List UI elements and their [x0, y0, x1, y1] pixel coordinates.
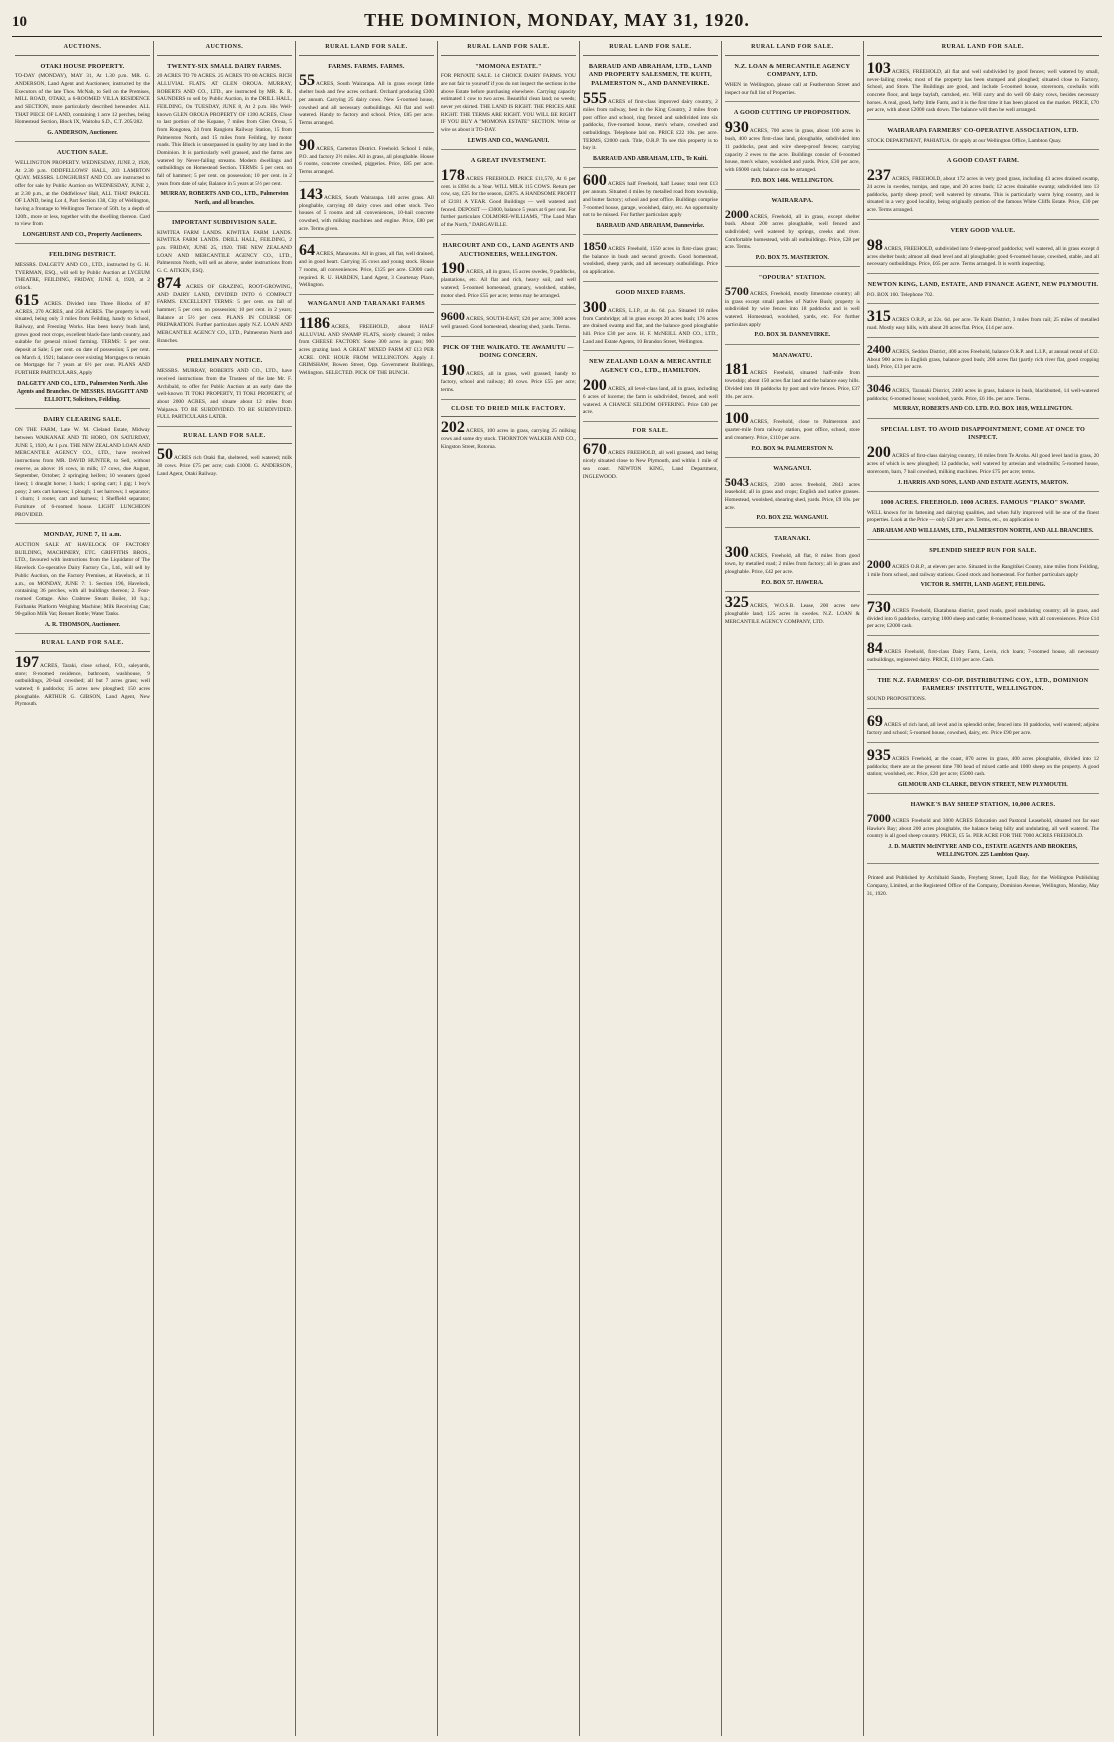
ad-body: ACRES, SOUTH-EAST, £20 per acre; 3000 acres well grassed. Good homestead, shearing shed, yards. Terms. — [440, 316, 576, 331]
ad-title: A GOOD CUTTING UP PROPOSITION. — [733, 109, 851, 117]
ad-body: ACRES, Freehold, all flat, 8 miles from good town, by metalled road; 2 miles from factory; all in grass and ploughable. Price, £42 per acre. — [724, 553, 860, 576]
advertisement — [583, 59, 718, 169]
advertisement — [15, 527, 150, 634]
ad-signature: VICTOR R. SMITH, LAND AGENT, FEILDING. — [920, 582, 1046, 589]
advertisement — [867, 153, 1099, 219]
ad-signature: LEWIS AND CO., WANGANUI. — [467, 137, 550, 144]
acreage-figure: 325 — [724, 594, 749, 612]
footer-ad-body: ACRES, Taraki, close school, F.O., saleyards, store; 8-roomed residence, bathroom, washhouse, 9 outbuildings, 20-bail cowshed; all but 7 acres grass; well watered; 6 paddocks; 15 acres new ploughed; 150 acres ploughable. ARTHUR G. GIBSON, Land Agent, New Plymouth. — [15, 662, 150, 708]
ad-title: MANAWATU. — [772, 351, 813, 359]
ad-signature: MURRAY, ROBERTS AND CO. LTD. P.O. BOX 1819, WELLINGTON. — [893, 406, 1073, 413]
ad-title: MONDAY, JUNE 7, 11 a.m. — [43, 531, 122, 539]
advertisement — [867, 380, 1099, 419]
advertisement — [15, 59, 150, 143]
columns-container — [12, 41, 1102, 1736]
ad-title: SPECIAL LIST. TO AVOID DISAPPOINTMENT, COME AT ONCE TO INSPECT. — [880, 425, 1086, 442]
acreage-figure: 98 — [866, 236, 883, 254]
acreage-figure: 103 — [866, 59, 891, 77]
ad-body: TO-DAY (MONDAY), MAY 31, At 1.30 p.m. MR. G. ANDERSON, Land Agent and Auctioneer, instructed by the Executors of the late Thos. McNab, to Sell on the Premises, MILL ROAD, OTAKI, a 6-ROOMED VILLA RESIDENCE and SECTION, more particularly described hereunder. ALL THAT PIECE OF LAND, containing 1 acre 12 perches, being Homestead Section, Block IX, Waitohu S.D., C.T. 205/282. — [15, 73, 150, 126]
column-heading: RURAL LAND FOR SALE. — [583, 41, 718, 56]
ad-title: NEWTON KING, LAND, ESTATE, AND FINANCE AGENT, NEW PLYMOUTH. — [867, 280, 1099, 288]
ad-body: ACRES, all level-class land, all in grass, including 6 acres of lucerne; the farm is subdivided, fenced, and well watered. A CHANCE SELDOM OFFERING. Price £40 per acre. — [582, 385, 718, 416]
ad-signature: P.O. BOX 1466. WELLINGTON. — [751, 177, 834, 184]
footer-ad-text — [157, 447, 292, 478]
ad-text — [867, 382, 1099, 403]
page-number: 10 — [12, 14, 27, 30]
ad-body: 20 ACRES TO 70 ACRES. 25 ACRES TO 80 ACRES. RICH ALLUVIAL FLATS. AT GLEN OROUA. MURRAY, ROBERTS AND CO., LTD., are instructed by MR. R. R. SAUNDERS to sell by Public Auction, in the DRILL HALL, FEILDING, On TUESDAY, JUNE 8, At 2 p.m. His Well-known GLEN OROUA PROPERTY OF 1390 ACRES, Close to last portion of the Kopane, 7 miles from Glen Oroua, 5 from Rongotea, 24 from Rangiotu Railway Station, 15 from Palmerston North, and 15 miles from Feilding, by motor roads. This Block is unsurpassed in quality by any land in the Dominion. It is particularly well grassed, and the farms are watered by Never-failing streams. Modern dwellings and outbuildings on Homestead Section. TERMS: 5 per cent. on fall of hammer; 5 per cent. on possession; 10 per cent. in 2 years from date of sale; Balance in 5 years at 5½ per cent. — [156, 73, 292, 187]
footer-ad-body: ACRES FREEHOLD, all well grassed, and being nicely situated close to New Plymouth, and within 1 mile of sea coast. NEWTON KING, Land Department, INGLEWOOD. — [582, 450, 718, 480]
advertisement — [867, 277, 1099, 304]
ad-body: WELLINGTON PROPERTY. WEDNESDAY, JUNE 2, 1920, At 2.30 p.m. ODDFELLOWS' HALL, 203 LAMBTON QUAY. MESSRS. LONGHURST AND CO. are instructed to offer for sale by Public Auction on WEDNESDAY, JUNE 2, at 2.30 p.m., at the Oddfellows' Hall, ALL THAT PARCEL OF LAND, being Lot 4, Part Section 138, City of Wellington, having a frontage to Wellington Terrace of 56ft. by a depth of 120ft., more or less, together with the dwelling thereon. Card to view from — [15, 160, 150, 228]
ad-text — [157, 73, 292, 188]
column-heading: RURAL LAND FOR SALE. — [299, 41, 434, 56]
acreage-figure: 84 — [866, 639, 883, 657]
advertisement — [583, 171, 718, 235]
ad-text — [867, 748, 1099, 779]
ad-text — [299, 73, 434, 127]
ad-body: ACRES Freehold and 3000 ACRES Education and Pastoral Leasehold, situated not far east Hawke's Bay; about 200 acres ploughable, the balance being hilly and undulating, all well watered. The country is all good sheep country. PRICE, £5 5s. PER ACRE FOR THE 7000 ACRES FREEHOLD. — [866, 817, 1099, 840]
acreage-figure: 2400 — [866, 342, 891, 357]
ad-signature: J. D. MARTIN McINTYRE AND CO., ESTATE AGENTS AND BROKERS, WELLINGTON. 225 Lambton Quay. — [888, 843, 1078, 859]
acreage-figure: 181 — [724, 361, 749, 379]
ad-text — [867, 343, 1099, 372]
ad-text — [725, 545, 860, 576]
ad-body: ACRES, L.I.P., at 4s. 6d. p.a. Situated 18 miles from Cambridge; all in grass except 20 acres bush; 176 acres are drained swamp and flat, and the balance good ploughable hill. Price £30 per acre. H. F. McNEILL AND CO., LTD., Land and Estate Agents, 10 Brandon Street, Wellington. — [582, 307, 718, 345]
ad-text — [867, 714, 1099, 738]
column-3 — [296, 41, 438, 1736]
advertisement — [583, 285, 718, 351]
ad-body: ACRES, FREEHOLD, about 172 acres in very good grass, including 43 acres drained swamp, 24 acres in swedes, turnips, and rape, and 20 acres bush; 12 acres drainable swamp; subdivided into 13 paddocks, partly sheep proof; well watered by streams. This is particularly warm lying country, and is situated in a very good locality, being originally portion of the famous White Cliffs Estate. Price, £30 per acre. Terms arranged. — [866, 176, 1099, 214]
ad-signature: P.O. BOX 57. HAWERA. — [761, 579, 824, 586]
acreage-figure: 190 — [440, 260, 465, 278]
ad-body: ACRES Freehold, situated half-mile from township; about 150 acres flat land and the balance easy hills. Divided into 18 paddocks by post and wire fences. Price, £37 10s. per acre. — [724, 370, 860, 400]
acreage-figure: 315 — [866, 308, 891, 326]
advertisement — [867, 341, 1099, 377]
ad-body-continued: ACRES OF GRAZING, ROOT-GROWING, AND DAIRY LAND, DIVIDED INTO 6 COMPACT FARMS. EXCELLENT TERMS: 5 per cent. on fall of hammer; 5 per cent. on possession; 10 per cent. in 2 years; Balance at 5½ per cent. PLANS IN COURSE OF PREPARATION. Further particulars apply N.Z. LOAN AND MERCANTILE AGENCY CO., LTD., Palmerston North and Branches. — [156, 283, 292, 344]
ad-signature: BARRAUD AND ABRAHAM, Dannevirke. — [596, 222, 705, 229]
acreage-figure: 200 — [582, 376, 607, 394]
advertisement — [867, 543, 1099, 594]
ad-title: FARMS. FARMS. FARMS. — [328, 62, 405, 70]
footer-ad-text — [299, 316, 434, 378]
ad-signature: J. HARRIS AND SONS, LAND AND ESTATE AGENTS, MARTON. — [897, 479, 1069, 486]
ad-body: ACRES, all in grass, 15 acres swedes, 9 paddocks, plantations, etc. All flat and rich, heavy soil, and well watered; 5-roomed homestead, granary, woolshed, stables, motor shed. Price £55 per acre; terms may be arranged. — [440, 269, 576, 299]
acreage-figure: 90 — [298, 136, 315, 154]
advertisement — [867, 639, 1099, 670]
advertisement — [157, 353, 292, 427]
ad-text — [15, 542, 150, 619]
ad-text — [299, 138, 434, 177]
advertisement — [725, 409, 860, 458]
ad-title: A GREAT INVESTMENT. — [470, 156, 546, 164]
ad-text — [441, 168, 576, 230]
ad-text — [441, 363, 576, 394]
ad-text — [725, 208, 860, 252]
ad-body: ACRES, FREEHOLD, subdivided into 9 sheep-proof paddocks; well watered, all in grass except 4 acres shelter bush; almost all dead level and all ploughable; good 6-roomed house, cowshed, stable, and all necessary outbuildings. Price, £65 per acre. Terms arranged. It is worth inspecting. — [866, 245, 1099, 268]
advertisement — [725, 193, 860, 267]
ad-body: WHEN in Wellington, please call at Featherston Street and inspect our full list of Properties. — [724, 82, 860, 96]
acreage-figure: 3046 — [866, 381, 891, 396]
ad-title: WAIRARAPA FARMERS' CO-OPERATIVE ASSOCIATION, LTD. — [887, 126, 1079, 134]
acreage-figure: 100 — [724, 410, 749, 428]
ad-text — [15, 73, 150, 127]
advertisement — [441, 238, 576, 306]
ad-body: ACRES of first-class dairying country, 16 miles from Te Aroha. All good level land in grass, 20 acres of which is new ploughed; 12 paddocks, well watered by artesian and windmills; 5-roomed house, storeroom, barn, 7 bail cowshed, milking machines. Price £75 per acre; terms. — [866, 453, 1099, 475]
ad-signature: A. R. THOMSON, Auctioneer. — [44, 621, 121, 628]
acreage-figure: 5043 — [724, 474, 749, 489]
column-heading: RURAL LAND FOR SALE. — [725, 41, 860, 56]
section-heading: WANGANUI AND TARANAKI FARMS — [299, 298, 434, 313]
advertisement — [725, 270, 860, 344]
footer-ad-text — [583, 442, 718, 481]
footer-ad-body: ACRES, W.O.S.B. Lease, 200 acres new ploughable land; 125 acres in swedes. N.Z. LOAN & MERCANTILE AGENCY COMPANY, LTD. — [724, 603, 860, 625]
ad-text — [299, 187, 434, 234]
section-heading: FOR SALE. — [583, 425, 718, 440]
ad-title: TARANAKI. — [774, 534, 811, 542]
ad-signature: P.O. BOX 75. MASTERTON. — [755, 254, 829, 261]
ad-title: GOOD MIXED FARMS. — [615, 288, 686, 296]
ad-body: ACRES half Freehold, half Lease; total rent £13 per annum. Situated 4 miles by metalled road from township, and butter factory; school and post office. Buildings comprise 7-roomed house, garage, woolshed, dairy, etc. An opportunity not to be missed. For further particulars apply — [582, 181, 718, 219]
ad-text — [867, 238, 1099, 269]
acreage-figure: 1186 — [298, 314, 331, 332]
ad-title: THE N.Z. FARMERS' CO-OP. DISTRIBUTING COY., LTD., DOMINION FARMERS' INSTITUTE, WELLINGTON. — [877, 676, 1089, 693]
ad-text — [441, 73, 576, 134]
ad-body: ACRES of rich land, all level and in splendid order, fenced into 10 paddocks, well watered; adjoins factory and school; 5-roomed house, cowshed, dairy, etc. Price £90 per acre. — [866, 721, 1099, 736]
ad-signature: P.O. BOX 232. WANGANUI. — [756, 515, 829, 522]
ad-text — [583, 173, 718, 220]
ad-title: VERY GOOD VALUE. — [950, 226, 1016, 234]
ad-text — [15, 160, 150, 229]
column-1 — [12, 41, 154, 1736]
ad-text — [867, 168, 1099, 215]
ad-body: P.O. BOX 160. Telephone 702. — [866, 291, 934, 298]
ad-signature: DALGETY AND CO., LTD., Palmerston North. Also Agents and Branches. Or MESSRS. HAGGITT AND ELLIOTT, Solicitors, Feilding. — [16, 380, 149, 404]
ad-signature: GILMOUR AND CLARKE, DEVON STREET, NEW PLYMOUTH. — [898, 781, 1068, 788]
advertisement — [15, 247, 150, 409]
column-4 — [438, 41, 580, 1736]
ad-body: ACRES Freehold, Ekatahuna district, good roads, good undulating country; all in grass, and divided into 6 paddocks, carrying 1000 sheep and cattle; 8-roomed house, with all conveniences. Price £14 per acre; £2000 cash. — [866, 607, 1099, 630]
ad-text — [725, 476, 860, 513]
ad-text — [867, 558, 1099, 579]
acreage-figure: 190 — [440, 362, 465, 380]
ad-title: HARCOURT AND CO., LAND AGENTS AND AUCTIONEERS, WELLINGTON. — [442, 241, 575, 258]
column-heading: AUCTIONS. — [15, 41, 150, 56]
ad-body: ACRES, Freehold, close to Palmerston and quarter-mile from railway station, post office, school, store and creamery. Price, £110 per acre. — [724, 419, 860, 442]
ad-text — [441, 310, 576, 331]
ad-title: A GOOD COAST FARM. — [946, 157, 1019, 165]
ad-title: TWENTY-SIX SMALL DAIRY FARMS. — [167, 62, 282, 70]
acreage-figure: 9600 — [440, 309, 465, 324]
ad-body: ACRES, 2300 acres freehold, 2843 acres leasehold; all in grass and crops; English and native grasses. Homestead, woolshed, shearing shed, yards. Price, £9 10s. per acre. — [724, 481, 860, 511]
acreage-figure: 300 — [724, 544, 749, 562]
masthead — [12, 10, 1102, 37]
ad-body: ACRES O.R.P., at 22s. 6d. per acre. Te Kuiti District, 3 miles from rail; 25 miles of metalled road. Mostly easy hills, with about 20 acres flat. Price, £14 per acre. — [866, 317, 1099, 332]
ad-title: "MOMONA ESTATE." — [475, 62, 542, 70]
acreage-figure: 200 — [866, 444, 891, 462]
column-heading: RURAL LAND FOR SALE. — [441, 41, 576, 56]
ad-body: ACRES, Manawatu. All in grass, all flat, well drained, and in good heart. Carrying 35 cows and young stock. House 7 rooms, all conveniences. Price, £125 per acre. £3000 cash required. R. U. HARDEN, Land Agent, 3 Courtenay Place, Wellington. — [298, 251, 434, 289]
ad-body: ACRES Freehold, 1550 acres in first-class grass; the balance in bush and second growth. Good homestead, woolshed, sheep yards, and all necessary outbuildings. Price on application. — [582, 246, 718, 276]
ad-signature: LONGHURST AND CO., Property Auctioneers. — [22, 232, 143, 239]
advertisement — [441, 340, 576, 400]
masthead-title: THE DOMINION, MONDAY, MAY 31, 1920. — [364, 10, 750, 30]
ad-body: AUCTION SALE AT HAVELOCK OF FACTORY BUILDING, MACHINERY, ETC. GRIFFITHS BROS., LTD., favoured with instructions from the Liquidator of The Havelock Co-operative Dairy Factory Co., Ltd., will sell by Public Auction, on the Factory Premises, at Havelock, at 11 a.m., on MONDAY, JUNE 7: 1. Section 196, Havelock, containing 36 perches, with all buildings thereon; 2. Four-roomed Cottage. Also Crabtree Steam Boiler, 10 h.p.; Fairbanks Platform Weighing Machine; Milk Receiving Can; 90-gallon Milk Vat; Rennet Bottle; Water Tanks. — [15, 542, 150, 618]
advertisement — [867, 422, 1099, 492]
advertisement — [725, 461, 860, 528]
ad-signature: BARRAUD AND ABRAHAM, LTD., Te Kuiti. — [593, 155, 708, 162]
advertisement — [725, 59, 860, 103]
ad-text — [867, 292, 1099, 300]
section-heading: RURAL LAND FOR SALE. — [15, 637, 150, 652]
ad-text — [583, 300, 718, 347]
ad-signature: P.O. BOX 38. DANNEVIRKE. — [754, 332, 831, 339]
advertisement — [15, 412, 150, 524]
ad-body: ACRES, Freehold, mostly limestone country; all in grass except small patches of Native Bush; property is subdivided by wire fences into 18 paddocks and is well watered. Homestead, woolshed, yards, etc. For further particulars apply — [724, 291, 860, 328]
acreage-figure: 670 — [582, 441, 607, 459]
advertisement — [299, 241, 434, 295]
footer-ad-body: ACRES, 100 acres in grass, carrying 25 milking cows and some dry stock. THORNTON WALKER AND CO., Kingston Street, Rotorua. — [440, 428, 576, 450]
column-2 — [154, 41, 296, 1736]
advertisement — [583, 354, 718, 422]
ad-text — [867, 309, 1099, 333]
acreage-figure: 2000 — [866, 557, 891, 571]
ad-title: N.Z. LOAN & MERCANTILE AGENCY COMPANY, LTD. — [734, 62, 851, 79]
ad-text — [441, 261, 576, 300]
section-heading: CLOSE TO DRIED MILK FACTORY. — [441, 403, 576, 418]
ad-title: WAIRARAPA. — [771, 196, 814, 204]
advertisement — [867, 598, 1099, 636]
ad-body: ACRES O.R.P., at eleven per acre. Situated in the Rangitikei County, nine miles from Feilding, 1 mile from school, and railway stations. Good stock and homestead. For further particulars apply — [866, 564, 1099, 578]
ad-text — [867, 61, 1099, 115]
ad-text — [583, 240, 718, 277]
acreage-figure: 55 — [298, 72, 315, 90]
ad-title: "OPOURA" STATION. — [758, 274, 826, 282]
footer-ad-text — [867, 867, 1099, 898]
ad-text — [583, 91, 718, 153]
advertisement — [867, 797, 1099, 864]
advertisement — [299, 185, 434, 239]
ad-body: MESSRS. MURRAY, ROBERTS AND CO., LTD., have received instructions from the Trustees of the late Mr. F. Archibald, to offer for Public Auction at an early date the well-known TI TOKI PROPERTY, TI TOKI PROPERTY, of about 2000 ACRES, and situate about 12 miles from Waipawa. TO BE SUBDIVIDED. TO BE SUBDIVIDED. FULL PARTICULARS LATER. — [156, 368, 292, 421]
advertisement — [157, 215, 292, 351]
column-7 — [864, 41, 1102, 1736]
ad-title: FEILDING DISTRICT. — [49, 251, 116, 259]
acreage-figure: 143 — [298, 185, 323, 203]
ad-body: ACRES, all in grass, well grassed; handy to factory, school and railway; 40 cows. Price £55 per acre; terms. — [440, 371, 576, 393]
advertisement — [157, 59, 292, 212]
ad-body: STOCK DEPARTMENT, PAHIATUA. Or apply at our Wellington Office, Lambton Quay. — [866, 137, 1062, 144]
footer-ad-text — [441, 420, 576, 451]
footer-ad-body: ACRES, FREEHOLD, about HALF ALLUVIAL AND SWAMP FLATS, nicely cleared; 3 miles from CHEESE FACTORY. Some 300 acres in grass; 900 acres grazing land. A GREAT MIXED FARM AT £13 PER ACRE. ONE HOUR FROM WELLINGTON. Apply J. GRIMSHAW, Bowen Street, Opp. Government Buildings, Wellington. SELECTED. PICK OF THE BUNCH. — [298, 323, 434, 376]
ad-body: ACRES FREEHOLD. PRICE £11,570, At 6 per cent. is £694 4s. a Year. WILL MILK 115 COWS. Return per cow, say, £25 for the season, £2875. A HANDSOME PROFIT of £2181 A YEAR. Good Buildings — well watered and fenced. DEPOSIT — £3000, balance 5 years at 6 per cent. For further particulars COLMORE-WILLIAMS, "The Land Man of the North," DARGAVILLE. — [440, 175, 576, 229]
advertisement — [867, 746, 1099, 795]
ad-text — [867, 445, 1099, 476]
acreage-figure: 935 — [866, 746, 891, 764]
ad-text — [867, 138, 1099, 146]
ad-text — [299, 243, 434, 290]
column-heading: RURAL LAND FOR SALE. — [867, 41, 1099, 56]
ad-body: ACRES, 700 acres in grass, about 100 acres in bush, 400 acres first-class land, ploughable, subdivided into 11 paddocks, peat and wire sheep-proof fences; carrying capacity 2 ewes to the acre. Buildings consist of 6-roomed house, men's whare, woolshed and yards. Price, £30 per acre, with £6000 cash; balance can be arranged. — [724, 128, 860, 173]
advertisement — [867, 123, 1099, 150]
ad-body: WELL known for its fattening and dairying qualities, and when fully improved will be one of the finest properties. Look at the Price — only £20 per acre. Terms, etc., on application to — [866, 509, 1099, 524]
advertisement — [299, 59, 434, 133]
ad-text — [725, 285, 860, 329]
acreage-figure: 730 — [866, 598, 891, 616]
advertisement — [725, 348, 860, 407]
ad-text — [867, 641, 1099, 665]
ad-text — [867, 696, 1099, 704]
footer-ad-text — [15, 655, 150, 709]
acreage-figure: 202 — [440, 419, 465, 437]
footer-ad-body: ACRES rich Otaki flat, sheltered, well watered; milk 30 cows. Price £75 per acre; cash £1000. G. ANDERSON, Land Agent, Otaki Railway. — [156, 455, 292, 478]
ad-title: OTAKI HOUSE PROPERTY. — [40, 62, 125, 70]
ad-body: ACRES, FREEHOLD, all flat and well subdivided by good fences; well watered by small, never-failing creeks; most of the property has been stumped and ploughed; situated close to Factory, School, and Store. The Buildings are good, and include 5-roomed house, storeroom, cowbails with concrete floor, and large baylaft, cartshed, etc. Will carry and do well 60 dairy cows, besides necessary horses. A real, good, hefty little Farm, and it is the first time it has been placed on the market. PRICE, £70 per acre, with about £2000 cash down. The balance will then be well arranged. — [866, 68, 1099, 114]
acreage-figure: 615 — [15, 291, 39, 309]
ad-text-intro — [15, 262, 150, 293]
acreage-figure: 1850 — [582, 239, 607, 254]
ad-text — [15, 293, 150, 378]
ad-body: FOR PRIVATE SALE. 14 CHOICE DAIRY FARMS. YOU are not fair to yourself if you do not inspect the sections in the above Estate before purchasing elsewhere. Carrying capacity estimated 1 cow to two acres. Beautiful clean land; no weeds; never yet skirted. THE LAND IS RIGHT. THE PRICES ARE RIGHT. THE TERMS ARE RIGHT. YOU WILL BE RIGHT IF YOU BUY A "MOMONA ESTATE" SECTION. Write or wire us about it TO-DAY. — [440, 73, 576, 134]
ad-body: ACRES, Freehold, all in grass, except shelter bush. About 200 acres ploughable, well fenced and subdivided; well watered by springs, creeks and river. Comfortable homestead, with all outbuildings. Price, £28 per acre. Terms. — [724, 213, 860, 251]
ad-body: MESSRS. DALGETY AND CO., LTD., instructed by G. H. TYERMAN, ESQ., will sell by Public Auction at LYCEUM THEATRE, FEILDING, FRIDAY, JUNE 4, 1920, at 2 o'clock. — [15, 262, 150, 292]
ad-title: NEW ZEALAND LOAN & MERCANTILE AGENCY CO., LTD., HAMILTON. — [589, 358, 712, 375]
column-heading: AUCTIONS. — [157, 41, 292, 56]
ad-title: WANGANUI. — [773, 464, 812, 472]
ad-title: SPLENDID SHEEP RUN FOR SALE. — [929, 547, 1037, 555]
acreage-figure: 300 — [582, 298, 607, 316]
advertisement — [441, 153, 576, 235]
ad-title: PICK OF THE WAIKATO. TE AWAMUTU — DOING CONCERN. — [443, 343, 574, 360]
ad-text — [867, 812, 1099, 841]
ad-text — [867, 600, 1099, 631]
ad-signature: G. ANDERSON, Auctioneer. — [47, 130, 118, 137]
ad-body: ACRES, South Wairarapa. 140 acres grass. All ploughable, carrying 40 dairy cows and other stock. Two houses of 5 rooms and all conveniences, 10-bail concrete cowshed, with milking machines and engine. Price, £80 per acre. Terms given. — [298, 194, 434, 232]
ad-title: IMPORTANT SUBDIVISION SALE. — [172, 218, 277, 226]
ad-text — [583, 378, 718, 417]
ad-text — [725, 120, 860, 174]
ad-signature: MURRAY, ROBERTS AND CO., LTD., Palmerston North, and all branches. — [160, 191, 289, 206]
ad-body: KIWITEA FARM LANDS. KIWITEA FARM LANDS. KIWITEA FARM LANDS. DRILL HALL, FEILDING, 2 p.m. FRIDAY, JUNE 25, 1920. THE NEW ZEALAND LOAN AND MERCANTILE AGENCY CO., LTD., Palmerston North, will sell as above, under instructions from G. C. AITKEN, ESQ. — [156, 229, 292, 274]
advertisement — [725, 531, 860, 592]
acreage-figure: 7000 — [866, 810, 891, 825]
acreage-figure: 197 — [15, 653, 39, 671]
advertisement — [583, 238, 718, 282]
acreage-figure: 50 — [156, 446, 173, 464]
ad-signature: P.O. BOX 94. PALMERSTON N. — [751, 445, 834, 452]
ad-body: ON THE FARM, Late W. M. Cleland Estate, Midway between WAIKANAE AND TE HORO, ON SATURDAY, JUNE 5, 1920, At 1 p.m. THE NEW ZEALAND LOAN AND MERCANTILE AGENCY CO., LTD., have received instructions from MR. DAVID HUNTER, to Sell, without reserve, as above: 16 cows, in milk; 17 cows, due August, September, October; 2 springing heifers; 10 weaners (good lines); 1 draught horse; 1 hack; 1 spring cart; 1 gig; 1 boy's pony; 2 sets cart harness; 1 plough; 1 set harrows; 1 separator; 1 churn; 1 rooter, cart and harness; 1 Sheffield separator; Furniture of 6-roomed house. LIGHT LUNCHEON PROVIDED. — [15, 427, 150, 518]
advertisement — [441, 308, 576, 336]
column-6 — [722, 41, 864, 1736]
ad-title: AUCTION SALE. — [56, 149, 109, 157]
acreage-figure: 600 — [582, 172, 607, 190]
advertisement — [867, 712, 1099, 743]
acreage-figure: 178 — [440, 166, 465, 184]
footer-ad-text — [725, 595, 860, 626]
ad-body: ACRES, South Wairarapa. All in grass except little shelter bush and few acres orchard. Orchard producing £300 per annum. Carrying 25 dairy cows. New 5-roomed house, cowshed and all necessary outbuildings. All flat and well watered. Handy to factory and school. Price, £85 per acre. Terms arranged. — [298, 81, 434, 126]
ad-title: 1000 ACRES. FREEHOLD. 1000 ACRES. FAMOUS "PIAKO" SWAMP. — [880, 498, 1086, 506]
footer-ad-body: Printed and Published by Archibald Sando, Freyberg Street, Lyall Bay, for the Wellington Publishing Company, Limited, at the Registered Office of the Company, Dominion Avenue, Wellington, Monday, May 31, 1920. — [866, 875, 1099, 897]
advertisement — [725, 105, 860, 189]
ad-body: ACRES, Carterton District. Freehold. School 1 mile, P.O. and factory 2½ miles. All in grass, all ploughable. House 6 rooms, concrete cowshed, piggeries. Price, £85 per acre. Terms arranged. — [298, 145, 434, 176]
advertisement — [867, 673, 1099, 709]
ad-text — [725, 362, 860, 401]
advertisement — [299, 136, 434, 182]
ad-body: ACRES Freehold, first-class Dairy Farm, Levin, rich loam; 7-roomed house, all necessary outbuildings, registered dairy. PRICE, £110 per acre. Cash. — [866, 648, 1099, 663]
ad-text — [867, 510, 1099, 525]
ad-title: DAIRY CLEARING SALE. — [43, 416, 122, 424]
ad-text-intro — [157, 230, 292, 276]
advertisement — [15, 145, 150, 244]
acreage-figure: 237 — [866, 167, 891, 185]
ad-body: SOUND PROPOSITIONS. — [866, 696, 927, 703]
ad-text — [725, 411, 860, 442]
acreage-figure: 69 — [866, 712, 883, 730]
advertisement — [867, 223, 1099, 274]
acreage-figure: 555 — [582, 89, 607, 107]
acreage-figure: 64 — [298, 242, 315, 260]
ad-signature: ABRAHAM AND WILLIAMS, LTD., PALMERSTON NORTH, AND ALL BRANCHES. — [872, 527, 1094, 534]
ad-title: HAWKE'S BAY SHEEP STATION, 10,000 ACRES. — [910, 801, 1056, 809]
acreage-figure: 930 — [724, 119, 749, 137]
ad-body-continued: ACRES. Divided into Three Blocks of 87 ACRES, 270 ACRES, and 258 ACRES. The property is well situated, being only 3 miles from Feilding, handy to School, Railway, and Freezing Works. Has been heavy bush land, grows good root crops, excellent black-face lamb country, and suitable for general mixed farming. TERMS: 5 per cent. deposit at Sale; 5 per cent. on date of possession; 5 per cent. on March 4, 1921; balance over existing Mortgages to remain on Mortgage for 7 years at 6½ per cent. PLANS AND FURTHER PARTICULARS, Apply — [15, 300, 150, 377]
ad-text — [15, 427, 150, 519]
advertisement — [867, 495, 1099, 540]
ad-body: ACRES, Taranaki District, 2400 acres in grass, balance in bush, blackbutted, 14 well-watered paddocks; 6-roomed house; woolshed, yards. Price, £6 10s. per acre. Terms. — [866, 388, 1099, 402]
acreage-figure: 5700 — [724, 284, 749, 298]
ad-text — [157, 368, 292, 422]
ad-body: ACRES, Seddon District, 400 acres Freehold, balance O.R.P. and L.I.P., at annual rental of £32. About 900 acres in English grass, balance good bush; 200 acres flat (partly rich river flat, good cropping land). Price, £13 per acre. — [866, 349, 1099, 371]
section-heading: RURAL LAND FOR SALE. — [157, 430, 292, 445]
acreage-figure: 874 — [156, 274, 181, 292]
column-5 — [580, 41, 722, 1736]
ad-title: BARRAUD AND ABRAHAM, LTD., LAND AND PROPERTY SALESMEN, TE KUITI, PALMERSTON N., AND DANNEVIRKE. — [588, 62, 712, 88]
ad-text — [157, 276, 292, 346]
ad-body: ACRES Freehold, at the coast, 870 acres in grass, 400 acres ploughable, divided into 12 paddocks; there are at the present time 700 head of mixed cattle and 1000 sheep on the property. A good station; woolshed, etc. Price, £20 per acre; £5000 cash. — [866, 755, 1099, 778]
acreage-figure: 2000 — [724, 206, 749, 221]
advertisement — [441, 59, 576, 150]
ad-body: ACRES of first-class improved dairy country, 2 miles from railway, best in the King Country, 2 miles from post office and school, ring fenced and subdivided into six paddocks, five-roomed house, men's whare, cowshed and outbuildings. Telephone laid on. PRICE £22 10s. per acre. TERMS, £2000 cash. Title, O.R.P. To see this property is to buy it. — [582, 98, 718, 152]
ad-text — [725, 82, 860, 97]
advertisement — [867, 307, 1099, 338]
advertisement — [867, 59, 1099, 120]
ad-title: PRELIMINARY NOTICE. — [186, 357, 263, 365]
